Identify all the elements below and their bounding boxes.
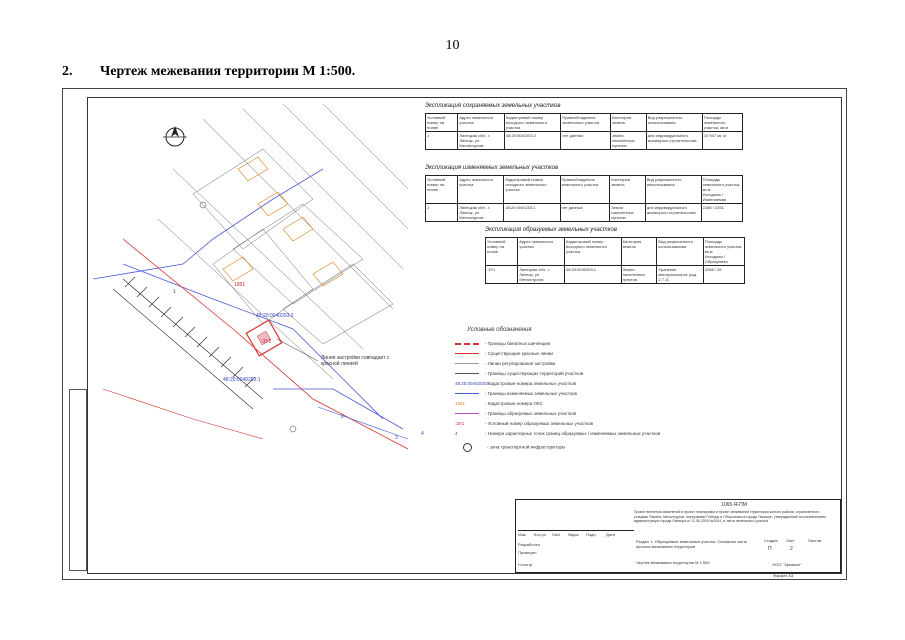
legend	[455, 327, 755, 467]
title-block	[515, 499, 841, 573]
stamp-divider	[518, 530, 634, 531]
stamp-col-4: №док	[568, 532, 579, 537]
t3-c3: Земли населенных пунктов	[621, 266, 657, 284]
stamp-col-5: Подп.	[586, 532, 597, 537]
legend-sample	[455, 343, 479, 345]
parcel-label-2: 48:20:0040203:1	[223, 377, 261, 383]
t1-c1: Липецкая обл., г. Липецк, ул. Металлургов	[458, 132, 505, 150]
t2-h3: Правообладатель земельного участка	[560, 176, 610, 204]
stamp-org: ООО "Эрмикон"	[772, 562, 802, 567]
point-1: 1	[173, 289, 176, 295]
stamp-sheets-label: Листов	[808, 538, 821, 543]
table3-title: Экспликация образуемых земельных участков	[485, 227, 617, 233]
t3-c0: :ЗУ1	[486, 266, 518, 284]
t2-c2: 48:20:0040203:1	[504, 204, 560, 222]
legend-item	[455, 411, 576, 416]
t2-c1: Липецкая обл., г. Липецк, ул. Металлургов	[458, 204, 504, 222]
stamp-code: 1065-Я-ПМ	[721, 502, 747, 508]
t1-h2: Кадастровый номер исходного земельного участка	[504, 114, 560, 132]
table1	[425, 113, 743, 150]
legend-label: - Кадастровые номера ОКС	[485, 401, 543, 406]
stamp-col-2: Кол.уч	[534, 532, 546, 537]
point-2: 2	[341, 414, 344, 420]
legend-item	[455, 421, 593, 426]
t2-h1: Адрес земельного участка	[458, 176, 504, 204]
t1-h0: Условный номер на плане	[426, 114, 458, 132]
t3-h5-text: Площадь земельного участка, кв.м	[704, 239, 743, 254]
t1-h4: Категория земель	[611, 114, 646, 132]
t2-h5: Вид разрешенного использования	[645, 176, 701, 204]
legend-item	[455, 381, 576, 386]
stamp-sheet-label: Лист	[786, 538, 795, 543]
legend-sample: 4	[455, 431, 458, 437]
t2-h6-text: Площадь земельного участка, кв.м	[702, 177, 741, 192]
t2-h7: Исходная	[702, 192, 721, 197]
legend-item	[455, 341, 551, 346]
t3-h5: Площадь земельного участка, кв.м Исходная / Образуемая	[704, 239, 743, 264]
legend-item	[455, 391, 577, 396]
t3-h3: Категория земель	[621, 238, 657, 266]
legend-label: - зона транспортной инфраструктуры	[487, 444, 566, 450]
drawing-sheet	[62, 88, 847, 580]
legend-label: - Существующие красные линии	[485, 351, 553, 356]
t2-c0: 1	[426, 204, 458, 222]
table1-title: Экспликация сохраняемых земельных участков	[425, 103, 561, 109]
t2-c6b: 2251	[714, 205, 724, 210]
t2-h6: Площадь земельного участка, кв.м Исходная / Изменяемая	[701, 176, 742, 204]
north-arrow-icon	[163, 126, 187, 146]
t2-c6a: 2288	[702, 205, 712, 210]
point-3: 3	[395, 435, 398, 441]
stamp-drawing: Чертеж межевания территории М 1:500	[636, 560, 710, 565]
t1-h6: Площадь земельного участка, кв.м	[702, 114, 742, 132]
table3	[485, 237, 745, 284]
stamp-col-1: Изм.	[518, 532, 527, 537]
t3-h2: Кадастровый номер исходного земельного участка	[565, 238, 622, 266]
legend-sample	[455, 413, 479, 414]
t1-c2: 48:20:0040203:2	[504, 132, 560, 150]
legend-item	[455, 351, 553, 356]
section-title: Чертеж межевания территории М 1:500.	[100, 64, 356, 79]
stamp-stage-label: Стадия	[764, 538, 778, 543]
stamp-row-3: Н.контр.	[518, 562, 534, 567]
legend-label: - Границы изменяемых земельных участков	[485, 391, 577, 396]
t2-c3: нет данных	[560, 204, 610, 222]
t2-c6: 2288 / 2251	[701, 204, 742, 222]
t3-c5a: 2288	[704, 267, 714, 272]
sheet-format: Формат A3	[773, 573, 794, 578]
point-4: 4	[421, 431, 424, 437]
legend-sample: 48:20:0040203:2	[455, 381, 489, 387]
legend-sample	[455, 353, 479, 354]
t2-h4: Категория земель	[610, 176, 646, 204]
t1-c5: для индивидуального жилищного строительства	[646, 132, 702, 150]
legend-label: - Условный номер образуемых земельных участков	[485, 421, 593, 426]
t3-h7: Образуемая	[704, 259, 728, 264]
legend-sample: :ЗУ1	[455, 421, 465, 427]
t1-c3: нет данных	[561, 132, 611, 150]
legend-item	[455, 401, 543, 406]
t1-h5: Вид разрешенного использования	[646, 114, 702, 132]
t1-h3: Правообладатель земельного участка	[561, 114, 611, 132]
t3-c2: 48:20:0040203:1	[565, 266, 622, 284]
zu-label: :ЗУ1	[261, 339, 272, 345]
legend-label: - Границы образуемых земельных участков	[485, 411, 577, 416]
section-number: 2.	[62, 64, 73, 79]
legend-label: - Линии регулирования застройки	[485, 361, 556, 366]
stamp-section: Раздел 1. Образуемые земельные участки. Основная часть проекта межевания территории	[636, 539, 748, 549]
t3-c5: 2288 / 35	[703, 266, 744, 284]
legend-title: Условные обозначения	[467, 327, 532, 333]
t1-c6: 10 947 кв. м	[702, 132, 742, 150]
table2-title: Экспликация изменяемых земельных участков	[425, 165, 559, 171]
stamp-row-2: Проверил	[518, 550, 537, 555]
obj-number: 1951	[234, 282, 246, 288]
legend-label: - Кадастровые номера земельных участков	[485, 381, 577, 386]
legend-label: - Границы существующих территорий участков	[485, 371, 584, 376]
t2-h8: Изменяемая	[702, 197, 727, 202]
legend-label: - Номера характерных точек границ образуемых / изменяемых земельных участков	[485, 431, 661, 436]
legend-sample	[455, 363, 479, 364]
legend-sample	[463, 443, 472, 452]
parcel-label-1: 48:20:0040203:2	[256, 313, 294, 319]
stamp-col-3: Лист	[552, 532, 561, 537]
legend-label: - Границы банатных шиченцинг	[485, 341, 551, 346]
section-heading	[62, 64, 355, 80]
stamp-sheet: 2	[790, 546, 793, 552]
stamp-stage: П	[768, 546, 772, 552]
legend-item	[455, 431, 660, 436]
t3-h1: Адрес земельного участка	[518, 238, 565, 266]
t2-c4: Земли населенных пунктов	[610, 204, 646, 222]
legend-item	[455, 443, 565, 452]
legend-sample: 1951	[455, 401, 466, 407]
stamp-col-6: Дата	[606, 532, 615, 537]
map-note: Линия застройки совпадает с красной линией	[321, 355, 390, 367]
stamp-description: Проект внесения изменений в проект планировки и проект межевания территории жилого района, ограниченного улицами Папина, Металлургов, переулками Победы и Оборонным в городе Липецке, утвержденный постановлением администрации города Липецка от 11.06.2018 №1004, в части земельного участка	[634, 510, 826, 523]
table2	[425, 175, 743, 222]
t1-c0: 1	[426, 132, 458, 150]
t2-c5: для индивидуального жилищного строительства	[645, 204, 701, 222]
t3-h4: Вид разрешенного использования	[657, 238, 703, 266]
legend-item	[455, 361, 555, 366]
legend-sample	[455, 373, 479, 374]
t1-c4: земли населенных пунктов	[611, 132, 646, 150]
t3-h0: Условный номер на плане	[486, 238, 518, 266]
t3-c1: Липецкая обл., г. Липецк, ул. Металлургов	[518, 266, 565, 284]
t3-h6: Исходная	[704, 254, 723, 259]
legend-item	[455, 371, 583, 376]
t2-h2: Кадастровый номер исходного земельного участка	[504, 176, 560, 204]
t1-h1: Адрес земельного участка	[458, 114, 505, 132]
t3-c4: Хранение автотранспорта (код 2.7.1)	[657, 266, 703, 284]
stamp-row-1: Разработал	[518, 542, 540, 547]
legend-sample	[455, 393, 479, 394]
t3-c5b: 35	[717, 267, 722, 272]
page-number: 10	[445, 38, 460, 53]
t2-h0: Условный номер на плане	[426, 176, 458, 204]
